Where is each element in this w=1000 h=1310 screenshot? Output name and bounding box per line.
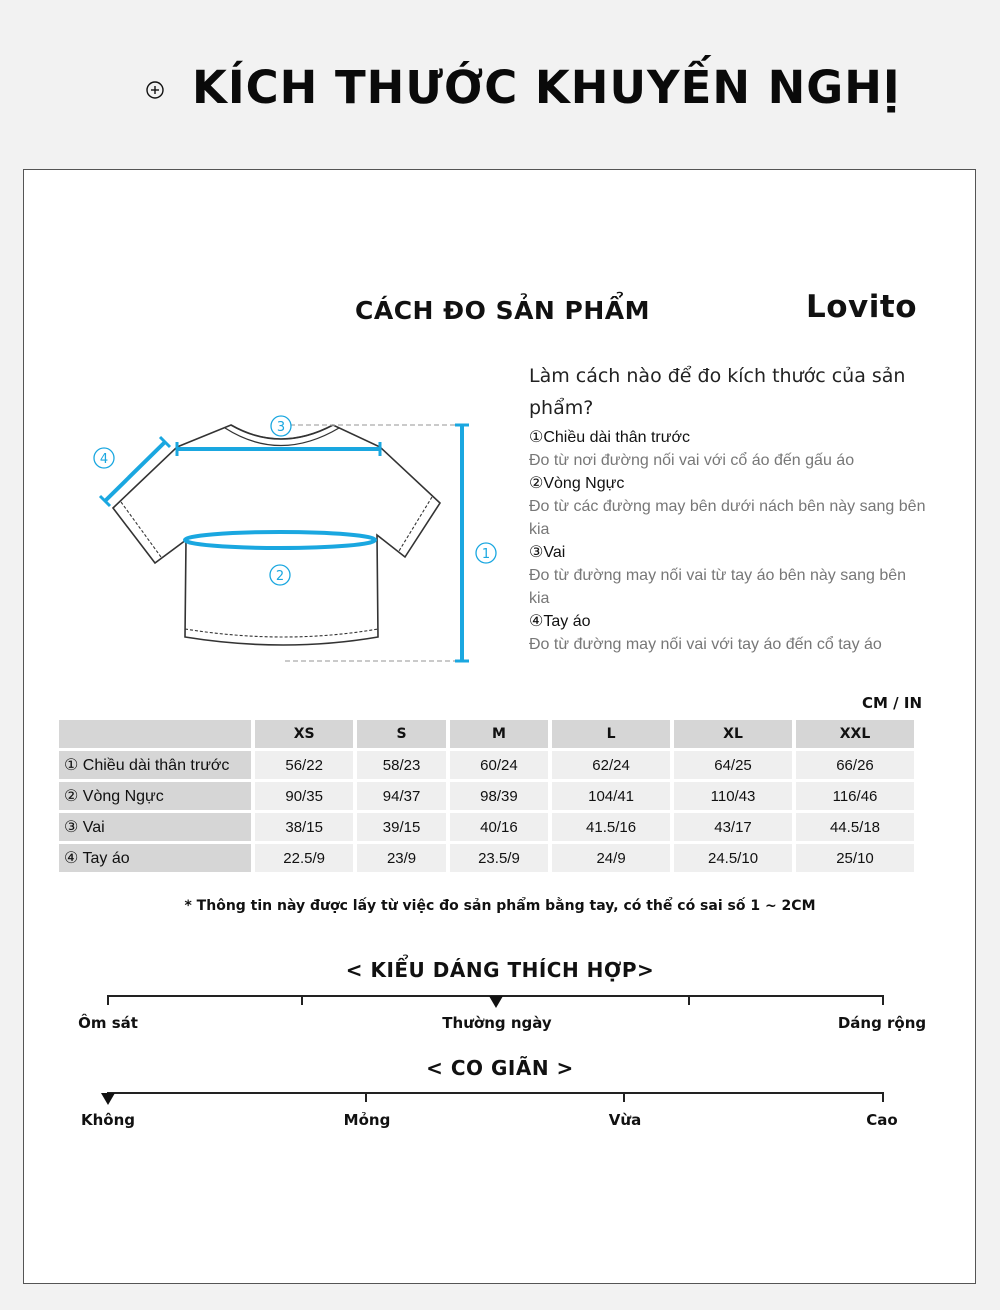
fit-title: < KIỂU DÁNG THÍCH HỢP>: [345, 958, 655, 982]
size-table: [55, 717, 918, 875]
table-cell: 23.5/9: [450, 844, 548, 872]
fit-tick: [301, 995, 303, 1005]
table-cell: 24/9: [552, 844, 670, 872]
length-measure: [455, 425, 469, 661]
stretch-tick: [882, 1092, 884, 1102]
instruction-label: ②Vòng Ngực: [529, 475, 625, 492]
instruction-label: ④Tay áo: [529, 613, 591, 630]
table-cell: 94/37: [357, 782, 445, 810]
table-row: [59, 813, 914, 841]
instruction-desc: Đo từ đường may nối vai từ tay áo bên này sang bên kia: [529, 567, 907, 607]
instruction-desc: Đo từ các đường may bên dưới nách bên này sang bên kia: [529, 498, 926, 538]
table-row: [59, 751, 914, 779]
table-cell: 104/41: [552, 782, 670, 810]
unit-label: CM / IN: [862, 694, 922, 712]
instruction-desc: Đo từ đường may nối vai với tay áo đến cổ tay áo: [529, 636, 882, 653]
stretch-label: Không: [80, 1111, 136, 1129]
fit-tick: [688, 995, 690, 1005]
marker-3-label: 3: [276, 420, 286, 435]
instruction-item: [529, 541, 929, 610]
table-cell: 116/46: [796, 782, 914, 810]
instruction-item: [529, 426, 929, 472]
fit-label: Dáng rộng: [837, 1014, 927, 1032]
table-cell: 90/35: [255, 782, 353, 810]
instruction-desc: Đo từ nơi đường nối vai với cổ áo đến gấu áo: [529, 452, 855, 469]
page-header: [0, 55, 1000, 125]
plus-circle-icon: [145, 80, 165, 100]
size-table-header: [59, 720, 914, 748]
tshirt-diagram: [85, 405, 515, 680]
table-cell: 22.5/9: [255, 844, 353, 872]
marker-2-label: 2: [275, 569, 285, 584]
size-header: M: [450, 720, 548, 748]
table-cell: 23/9: [357, 844, 445, 872]
instruction-item: [529, 610, 929, 656]
table-cell: 56/22: [255, 751, 353, 779]
fit-pointer-icon: [489, 996, 503, 1008]
table-cell: 58/23: [357, 751, 445, 779]
table-cell: 64/25: [674, 751, 792, 779]
brand-logo: Lovito: [806, 289, 918, 325]
measure-instructions: [529, 360, 929, 656]
size-header: XL: [674, 720, 792, 748]
table-cell: 44.5/18: [796, 813, 914, 841]
fit-label: Ôm sát: [78, 1014, 138, 1032]
row-label: ② Vòng Ngực: [59, 782, 251, 810]
stretch-tick: [365, 1092, 367, 1102]
row-label: ① Chiều dài thân trước: [59, 751, 251, 779]
table-cell: 39/15: [357, 813, 445, 841]
table-cell: 60/24: [450, 751, 548, 779]
stretch-pointer-icon: [101, 1093, 115, 1105]
measure-section-title: CÁCH ĐO SẢN PHẨM: [355, 296, 651, 325]
size-header: L: [552, 720, 670, 748]
table-cell: 110/43: [674, 782, 792, 810]
instruction-label: ①Chiều dài thân trước: [529, 429, 690, 446]
marker-4-label: 4: [99, 452, 109, 467]
fit-label: Thường ngày: [442, 1014, 552, 1032]
header-blank-cell: [59, 720, 251, 748]
stretch-label: Cao: [866, 1111, 898, 1129]
row-label: ③ Vai: [59, 813, 251, 841]
table-cell: 43/17: [674, 813, 792, 841]
marker-1-label: 1: [481, 547, 491, 562]
table-row: [59, 782, 914, 810]
instruction-label: ③Vai: [529, 544, 566, 561]
stretch-title: < CO GIÃN >: [426, 1056, 574, 1080]
page-title: KÍCH THƯỚC KHUYẾN NGHỊ: [192, 61, 901, 114]
tshirt-outline: [113, 425, 440, 645]
size-header: S: [357, 720, 445, 748]
table-cell: 40/16: [450, 813, 548, 841]
size-header: XXL: [796, 720, 914, 748]
table-cell: 25/10: [796, 844, 914, 872]
fit-tick: [107, 995, 109, 1005]
row-label: ④ Tay áo: [59, 844, 251, 872]
table-cell: 38/15: [255, 813, 353, 841]
table-cell: 62/24: [552, 751, 670, 779]
table-cell: 98/39: [450, 782, 548, 810]
fit-tick: [882, 995, 884, 1005]
table-cell: 24.5/10: [674, 844, 792, 872]
size-header: XS: [255, 720, 353, 748]
table-cell: 66/26: [796, 751, 914, 779]
table-row: [59, 844, 914, 872]
stretch-tick: [623, 1092, 625, 1102]
stretch-label: Mỏng: [343, 1111, 391, 1129]
instructions-question: Làm cách nào để đo kích thước của sản phẩm?: [529, 365, 906, 419]
table-cell: 41.5/16: [552, 813, 670, 841]
stretch-scale-line: [107, 1092, 884, 1094]
measurement-note: * Thông tin này được lấy từ việc đo sản phẩm bằng tay, có thể có sai số 1 ~ 2CM: [184, 898, 816, 914]
instruction-item: [529, 472, 929, 541]
stretch-label: Vừa: [608, 1111, 642, 1129]
